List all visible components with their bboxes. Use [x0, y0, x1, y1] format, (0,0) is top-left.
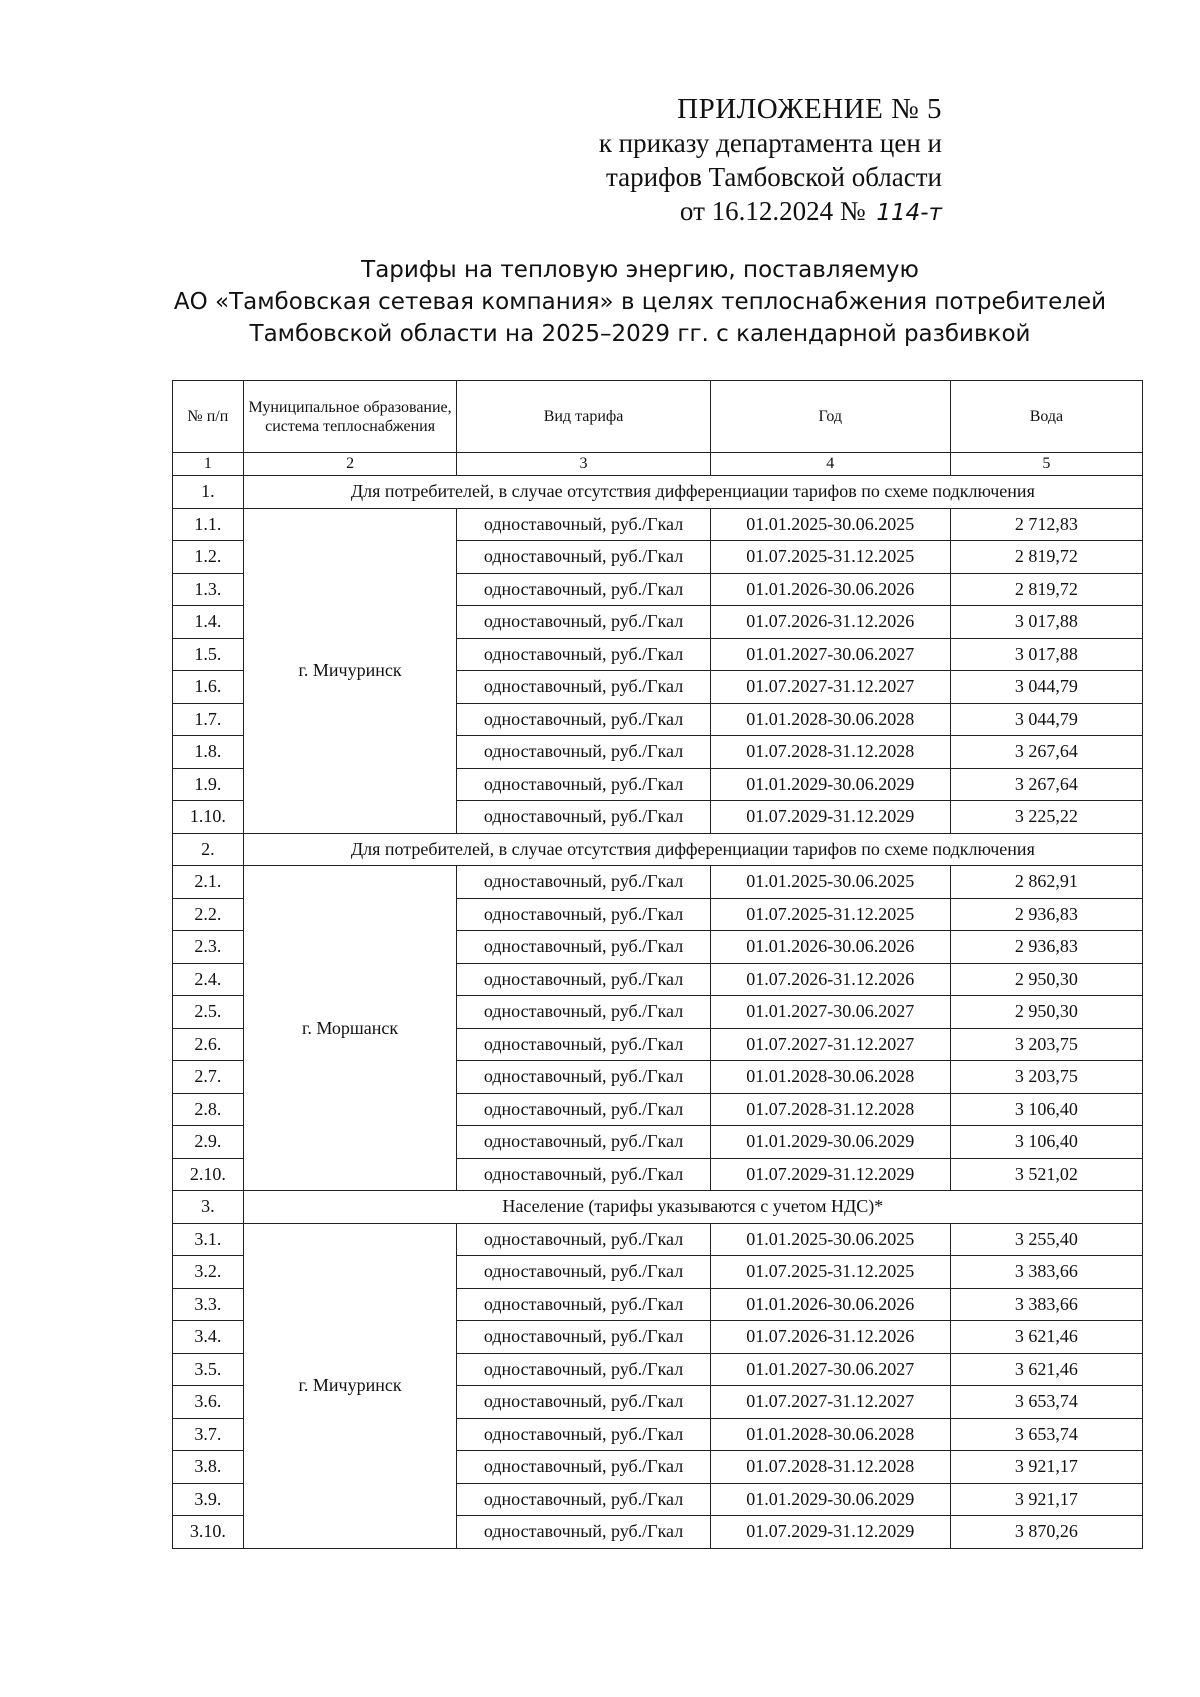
tariff-type-cell: одноставочный, руб./Гкал — [457, 1353, 710, 1386]
row-number: 1.8. — [173, 736, 244, 769]
municipality-cell: г. Мичуринск — [243, 1223, 457, 1548]
water-tariff-value: 2 950,30 — [950, 963, 1142, 996]
tariff-type-cell: одноставочный, руб./Гкал — [457, 671, 710, 704]
table-header-row — [173, 381, 1143, 453]
water-tariff-value: 3 383,66 — [950, 1288, 1142, 1321]
row-number: 2.7. — [173, 1061, 244, 1094]
section-number: 2. — [173, 833, 244, 866]
document-title-line-2: АО «Тамбовская сетевая компания» в целях теплоснабжения потребителей — [173, 289, 1107, 315]
column-number: 4 — [710, 453, 950, 476]
period-cell: 01.07.2029-31.12.2029 — [710, 801, 950, 834]
column-number: 3 — [457, 453, 710, 476]
row-number: 3.10. — [173, 1516, 244, 1549]
tariff-type-cell: одноставочный, руб./Гкал — [457, 606, 710, 639]
tariff-type-cell: одноставочный, руб./Гкал — [457, 963, 710, 996]
column-number-row — [173, 453, 1143, 476]
tariff-type-cell: одноставочный, руб./Гкал — [457, 703, 710, 736]
row-number: 1.10. — [173, 801, 244, 834]
period-cell: 01.01.2028-30.06.2028 — [710, 1061, 950, 1094]
row-number: 1.9. — [173, 768, 244, 801]
row-number: 2.4. — [173, 963, 244, 996]
water-tariff-value: 3 267,64 — [950, 768, 1142, 801]
row-number: 2.9. — [173, 1126, 244, 1159]
period-cell: 01.07.2025-31.12.2025 — [710, 1256, 950, 1289]
tariff-type-cell: одноставочный, руб./Гкал — [457, 996, 710, 1029]
water-tariff-value: 3 383,66 — [950, 1256, 1142, 1289]
row-number: 2.1. — [173, 866, 244, 899]
section-title: Для потребителей, в случае отсутствия дифференциации тарифов по схеме подключения — [243, 476, 1142, 509]
water-tariff-value: 3 267,64 — [950, 736, 1142, 769]
period-cell: 01.07.2026-31.12.2026 — [710, 606, 950, 639]
column-number: 1 — [173, 453, 244, 476]
row-number: 1.2. — [173, 541, 244, 574]
column-number: 2 — [243, 453, 457, 476]
municipality-cell: г. Моршанск — [243, 866, 457, 1191]
period-cell: 01.07.2028-31.12.2028 — [710, 1451, 950, 1484]
row-number: 1.5. — [173, 638, 244, 671]
table-body — [173, 476, 1143, 1549]
appendix-title: ПРИЛОЖЕНИЕ № 5 — [677, 93, 942, 125]
water-tariff-value: 3 017,88 — [950, 638, 1142, 671]
tariff-type-cell: одноставочный, руб./Гкал — [457, 1223, 710, 1256]
water-tariff-value: 3 921,17 — [950, 1451, 1142, 1484]
row-number: 1.4. — [173, 606, 244, 639]
document-title — [160, 254, 1120, 350]
row-number: 3.1. — [173, 1223, 244, 1256]
water-tariff-value: 3 225,22 — [950, 801, 1142, 834]
period-cell: 01.01.2027-30.06.2027 — [710, 1353, 950, 1386]
period-cell: 01.01.2025-30.06.2025 — [710, 508, 950, 541]
document-title-line-3: Тамбовской области на 2025–2029 гг. с календарной разбивкой — [249, 321, 1031, 347]
tariff-type-cell: одноставочный, руб./Гкал — [457, 866, 710, 899]
header-municipality: Муниципальное образование, система теплоснабжения — [243, 381, 457, 453]
tariff-type-cell: одноставочный, руб./Гкал — [457, 1483, 710, 1516]
tariff-type-cell: одноставочный, руб./Гкал — [457, 1061, 710, 1094]
tariff-type-cell: одноставочный, руб./Гкал — [457, 638, 710, 671]
period-cell: 01.01.2026-30.06.2026 — [710, 931, 950, 964]
water-tariff-value: 3 653,74 — [950, 1418, 1142, 1451]
row-number: 1.3. — [173, 573, 244, 606]
water-tariff-value: 3 255,40 — [950, 1223, 1142, 1256]
water-tariff-value: 2 936,83 — [950, 898, 1142, 931]
section-row — [173, 833, 1143, 866]
period-cell: 01.01.2028-30.06.2028 — [710, 1418, 950, 1451]
water-tariff-value: 3 621,46 — [950, 1353, 1142, 1386]
water-tariff-value: 3 870,26 — [950, 1516, 1142, 1549]
tariff-type-cell: одноставочный, руб./Гкал — [457, 541, 710, 574]
water-tariff-value: 2 936,83 — [950, 931, 1142, 964]
water-tariff-value: 2 862,91 — [950, 866, 1142, 899]
water-tariff-value: 3 106,40 — [950, 1093, 1142, 1126]
tariff-type-cell: одноставочный, руб./Гкал — [457, 1028, 710, 1061]
water-tariff-value: 3 106,40 — [950, 1126, 1142, 1159]
period-cell: 01.01.2029-30.06.2029 — [710, 1483, 950, 1516]
period-cell: 01.01.2028-30.06.2028 — [710, 703, 950, 736]
row-number: 3.2. — [173, 1256, 244, 1289]
tariff-type-cell: одноставочный, руб./Гкал — [457, 801, 710, 834]
row-number: 1.6. — [173, 671, 244, 704]
row-number: 3.5. — [173, 1353, 244, 1386]
tariff-type-cell: одноставочный, руб./Гкал — [457, 1386, 710, 1419]
header-tariff-type: Вид тарифа — [457, 381, 710, 453]
row-number: 2.5. — [173, 996, 244, 1029]
row-number: 1.7. — [173, 703, 244, 736]
tariff-type-cell: одноставочный, руб./Гкал — [457, 1158, 710, 1191]
period-cell: 01.07.2027-31.12.2027 — [710, 1028, 950, 1061]
table-row — [173, 1223, 1143, 1256]
row-number: 1.1. — [173, 508, 244, 541]
period-cell: 01.07.2026-31.12.2026 — [710, 963, 950, 996]
water-tariff-value: 2 819,72 — [950, 573, 1142, 606]
document-title-line-1: Тарифы на тепловую энергию, поставляемую — [361, 257, 919, 283]
tariff-type-cell: одноставочный, руб./Гкал — [457, 1256, 710, 1289]
period-cell: 01.07.2028-31.12.2028 — [710, 1093, 950, 1126]
tariff-type-cell: одноставочный, руб./Гкал — [457, 768, 710, 801]
order-reference-line-1: к приказу департамента цен и — [598, 128, 942, 158]
row-number: 2.6. — [173, 1028, 244, 1061]
water-tariff-value: 3 921,17 — [950, 1483, 1142, 1516]
appendix-header — [599, 92, 942, 230]
header-year: Год — [710, 381, 950, 453]
row-number: 3.3. — [173, 1288, 244, 1321]
tariffs-table — [172, 380, 1143, 1549]
column-number: 5 — [950, 453, 1142, 476]
period-cell: 01.01.2029-30.06.2029 — [710, 1126, 950, 1159]
period-cell: 01.07.2027-31.12.2027 — [710, 1386, 950, 1419]
period-cell: 01.07.2025-31.12.2025 — [710, 898, 950, 931]
tariff-type-cell: одноставочный, руб./Гкал — [457, 1418, 710, 1451]
water-tariff-value: 3 203,75 — [950, 1028, 1142, 1061]
water-tariff-value: 2 950,30 — [950, 996, 1142, 1029]
tariff-type-cell: одноставочный, руб./Гкал — [457, 1451, 710, 1484]
table-row — [173, 866, 1143, 899]
water-tariff-value: 3 203,75 — [950, 1061, 1142, 1094]
row-number: 2.8. — [173, 1093, 244, 1126]
row-number: 3.9. — [173, 1483, 244, 1516]
water-tariff-value: 2 712,83 — [950, 508, 1142, 541]
section-title: Население (тарифы указываются с учетом НДС)* — [243, 1191, 1142, 1224]
period-cell: 01.07.2029-31.12.2029 — [710, 1158, 950, 1191]
tariff-type-cell: одноставочный, руб./Гкал — [457, 1516, 710, 1549]
period-cell: 01.01.2025-30.06.2025 — [710, 866, 950, 899]
row-number: 3.4. — [173, 1321, 244, 1354]
period-cell: 01.01.2027-30.06.2027 — [710, 996, 950, 1029]
tariff-type-cell: одноставочный, руб./Гкал — [457, 573, 710, 606]
water-tariff-value: 3 653,74 — [950, 1386, 1142, 1419]
tariff-type-cell: одноставочный, руб./Гкал — [457, 931, 710, 964]
tariff-type-cell: одноставочный, руб./Гкал — [457, 1321, 710, 1354]
period-cell: 01.01.2026-30.06.2026 — [710, 1288, 950, 1321]
order-reference-line-2: тарифов Тамбовской области — [606, 162, 942, 192]
row-number: 2.2. — [173, 898, 244, 931]
period-cell: 01.01.2025-30.06.2025 — [710, 1223, 950, 1256]
water-tariff-value: 3 044,79 — [950, 671, 1142, 704]
header-water: Вода — [950, 381, 1142, 453]
tariff-type-cell: одноставочный, руб./Гкал — [457, 508, 710, 541]
section-row — [173, 476, 1143, 509]
period-cell: 01.07.2029-31.12.2029 — [710, 1516, 950, 1549]
water-tariff-value: 3 017,88 — [950, 606, 1142, 639]
section-title: Для потребителей, в случае отсутствия дифференциации тарифов по схеме подключения — [243, 833, 1142, 866]
period-cell: 01.07.2026-31.12.2026 — [710, 1321, 950, 1354]
period-cell: 01.07.2025-31.12.2025 — [710, 541, 950, 574]
tariff-type-cell: одноставочный, руб./Гкал — [457, 1126, 710, 1159]
period-cell: 01.01.2029-30.06.2029 — [710, 768, 950, 801]
period-cell: 01.07.2028-31.12.2028 — [710, 736, 950, 769]
section-number: 3. — [173, 1191, 244, 1224]
water-tariff-value: 3 621,46 — [950, 1321, 1142, 1354]
order-date-line — [599, 194, 942, 230]
period-cell: 01.01.2027-30.06.2027 — [710, 638, 950, 671]
table-row — [173, 508, 1143, 541]
row-number: 3.8. — [173, 1451, 244, 1484]
section-row — [173, 1191, 1143, 1224]
water-tariff-value: 2 819,72 — [950, 541, 1142, 574]
tariff-type-cell: одноставочный, руб./Гкал — [457, 898, 710, 931]
tariff-type-cell: одноставочный, руб./Гкал — [457, 736, 710, 769]
period-cell: 01.07.2027-31.12.2027 — [710, 671, 950, 704]
row-number: 2.3. — [173, 931, 244, 964]
tariff-type-cell: одноставочный, руб./Гкал — [457, 1288, 710, 1321]
row-number: 3.7. — [173, 1418, 244, 1451]
water-tariff-value: 3 044,79 — [950, 703, 1142, 736]
order-date: от 16.12.2024 № — [679, 196, 866, 226]
municipality-cell: г. Мичуринск — [243, 508, 457, 833]
water-tariff-value: 3 521,02 — [950, 1158, 1142, 1191]
section-number: 1. — [173, 476, 244, 509]
row-number: 2.10. — [173, 1158, 244, 1191]
header-number: № п/п — [173, 381, 244, 453]
period-cell: 01.01.2026-30.06.2026 — [710, 573, 950, 606]
tariff-type-cell: одноставочный, руб./Гкал — [457, 1093, 710, 1126]
row-number: 3.6. — [173, 1386, 244, 1419]
order-number-handwritten: 114-т — [876, 200, 942, 226]
